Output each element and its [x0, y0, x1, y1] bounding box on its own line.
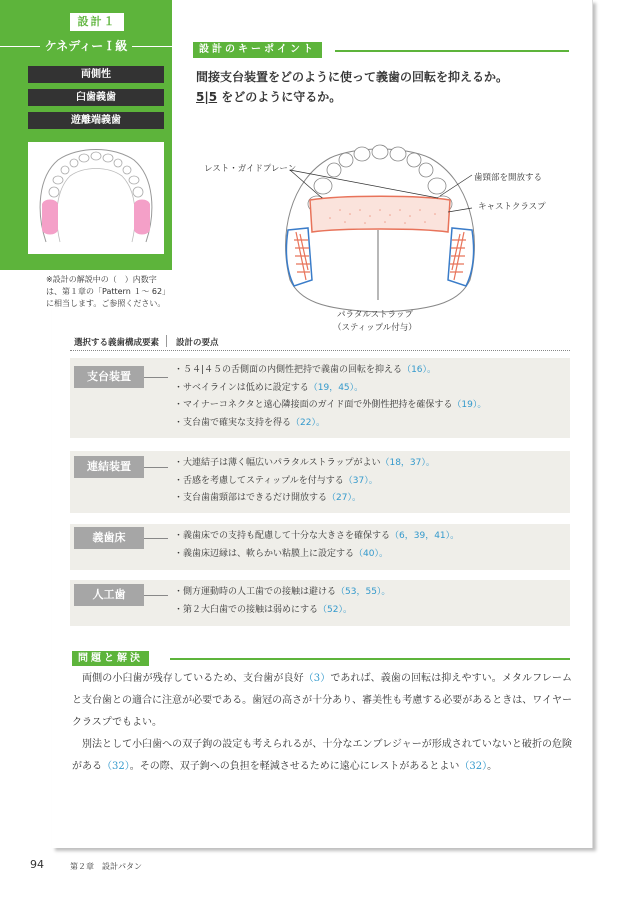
row-label-connector: 連結装置: [74, 456, 144, 478]
teeth-notation: 5|5: [196, 90, 218, 104]
keypoint-question-2-text: をどのように守るか。: [217, 90, 342, 104]
table-row: [70, 358, 570, 438]
keypoint-question-1: 間接支台装置をどのように使って義歯の回転を抑えるか。: [196, 70, 509, 84]
table-row: [70, 524, 570, 570]
list-item: ・ 側方運動時の人工歯での接触は避ける（53，55）。: [174, 584, 390, 602]
label-stipple: （スティップル付与）: [333, 323, 417, 333]
label-rest-guide-plane: レスト・ガイドプレーン: [204, 164, 297, 174]
chapter-title: 第２章 設計パタン: [70, 862, 142, 871]
row-connector: [144, 377, 168, 378]
row-label-retainer: 支台装置: [74, 366, 144, 388]
keypoint-tag: 設計のキーポイント: [193, 42, 322, 58]
sidebar-note: ※設計の解説中の（ ）内数字は、第１章の「Pattern １～ 62」に相当します。ご参照ください。: [46, 275, 171, 308]
table-row: [70, 451, 570, 513]
list-item: ・ 支台歯歯頸部はできるだけ開放する（27）。: [174, 490, 435, 508]
tag-free-end-denture: 遊離端義歯: [28, 112, 164, 129]
problem-rule: [170, 658, 570, 660]
list-item: ・ ５４|４５の舌側面の内側性把持で義歯の回転を抑える（16）。: [174, 362, 486, 380]
row-label-denture-base: 義歯床: [74, 527, 144, 549]
problem-tag: 問題と解決: [72, 651, 149, 666]
list-item: ・ サベイラインは低めに設定する（19，45）。: [174, 380, 486, 398]
list-item: ・ 支台歯で確実な支持を得る（22）。: [174, 415, 486, 433]
keypoint-question-2: [196, 88, 341, 105]
problem-paragraph-2: 別法として小臼歯への双子鉤の設定も考えられるが、十分なエンブレジャーが形成されていないと破折の危険がある（32）。その際、双子鉤への負担を軽減させるために遠心にレストがあるとよい（32）。: [72, 739, 572, 772]
tag-bilateral: 両側性: [28, 66, 164, 83]
row-label-artificial-teeth: 人工歯: [74, 584, 144, 606]
label-cast-clasp: キャストクラスプ: [478, 202, 546, 212]
list-item: ・ 義歯床辺縁は、軟らかい粘膜上に設定する（40）。: [174, 546, 459, 564]
table-header-rule: [70, 350, 570, 351]
table-header-component: 選択する義歯構成要素: [74, 338, 160, 348]
design-tag: 設計１: [70, 13, 124, 31]
list-item: ・ マイナーコネクタと遠心隣接面のガイド面で外側性把持を確保する（19）。: [174, 397, 486, 415]
table-header-separator: [166, 335, 167, 347]
list-item: ・ 第２大臼歯での接触は弱めにする（52）。: [174, 602, 390, 620]
row-connector: [144, 595, 168, 596]
list-item: ・ 義歯床での支持も配慮して十分な大きさを確保する（6，39，41）。: [174, 528, 459, 546]
tag-molar-denture: 臼歯義歯: [28, 89, 164, 106]
row-items: [174, 455, 435, 508]
row-items: [174, 528, 459, 563]
list-item: ・ 舌感を考慮してスティップルを付与する（37）。: [174, 473, 435, 491]
row-items: [174, 362, 486, 432]
table-row: [70, 580, 570, 626]
label-palatal-strap: パラタルストラップ: [337, 310, 413, 320]
kennedy-class-title: ケネディーＩ級: [0, 37, 172, 55]
label-open-cervical: 歯頸部を開放する: [474, 173, 543, 183]
row-connector: [144, 538, 168, 539]
list-item: ・ 大連結子は薄く幅広いパラタルストラップがよい（18，37）。: [174, 455, 435, 473]
keypoint-rule: [335, 50, 569, 52]
problem-paragraph-1: 両側の小臼歯が残存しているため、支台歯が良好（3）であれば、義歯の回転は抑えやすい。メタルフレームと支台歯との適合に注意が必要である。歯冠の高さが十分あり、審美性も考慮する必要があるときは、ワイヤークラスプでもよい。: [72, 673, 572, 728]
row-connector: [144, 467, 168, 468]
sidebar-panel: [0, 0, 172, 270]
row-items: [174, 584, 390, 619]
denture-diagram: [190, 140, 570, 340]
table-header-points: 設計の要点: [176, 338, 219, 348]
page-number: 94: [30, 858, 44, 871]
jaw-thumbnail: [28, 142, 164, 254]
